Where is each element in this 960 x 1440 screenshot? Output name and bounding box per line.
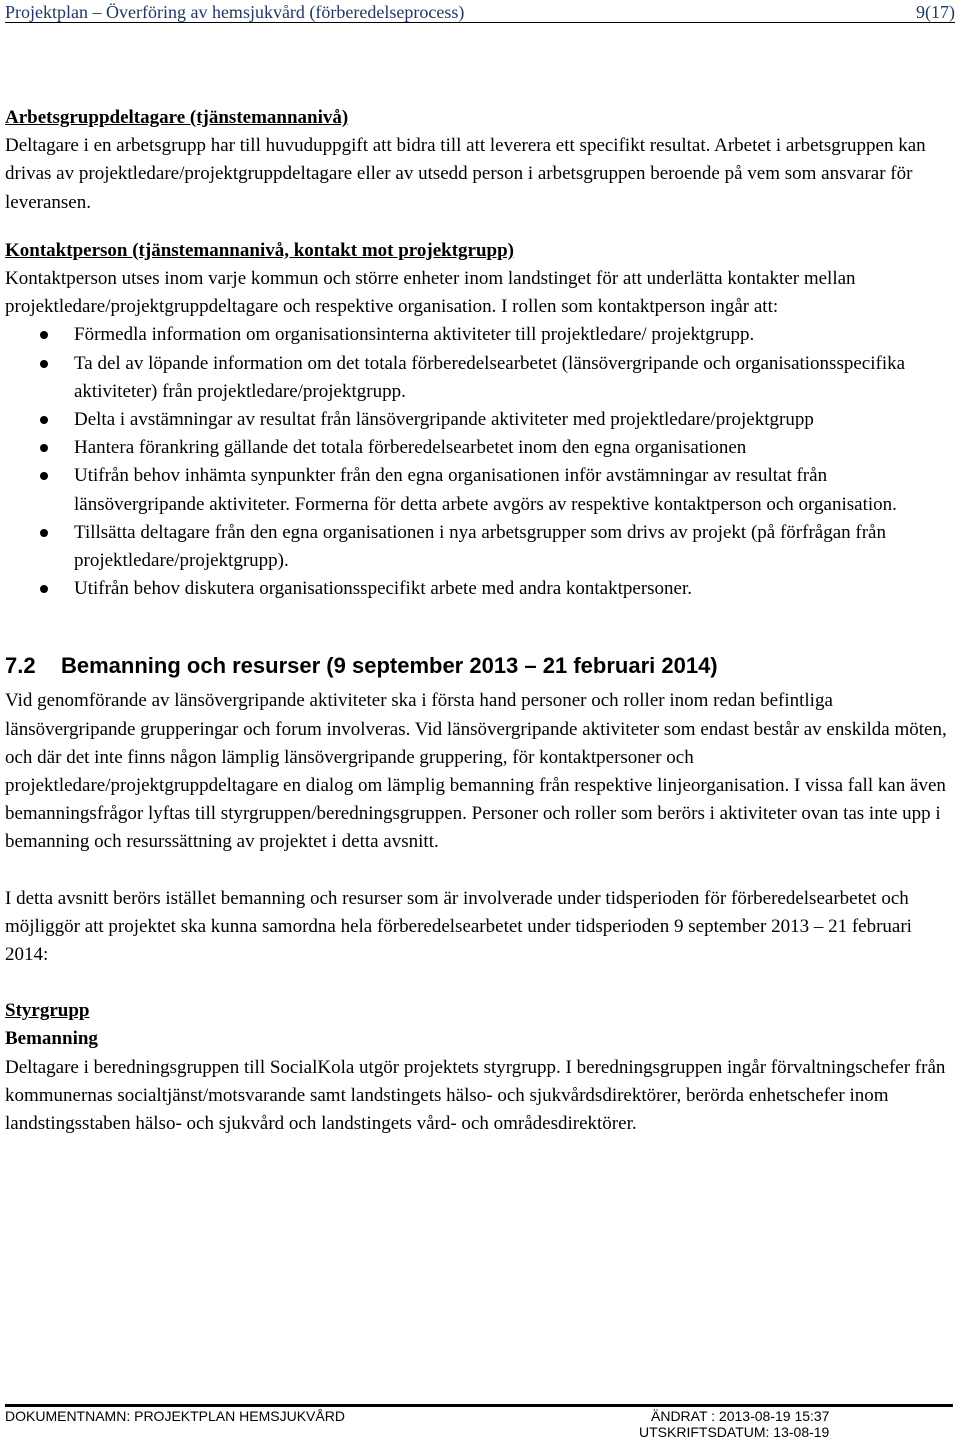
bullet-icon [40, 416, 48, 424]
bullet-icon [40, 360, 48, 368]
list-item [5, 321, 955, 349]
list-item-text: Tillsätta deltagare från den egna organisationen i nya arbetsgrupper som drivs av projekt (på förfrågan från projektledare/projektgrupp). [74, 521, 886, 572]
section-number: 7.2 [5, 653, 36, 679]
section-heading-7-2 [5, 651, 955, 681]
header-page-number: 9(17) [916, 2, 955, 22]
heading-styrgrupp: Styrgrupp [5, 1000, 90, 1022]
bullet-icon [40, 529, 48, 537]
list-item [5, 350, 955, 406]
list-item [5, 434, 955, 462]
bullet-icon [40, 472, 48, 480]
footer-changed-date: ÄNDRAT : 2013-08-19 15:37 [651, 1408, 830, 1424]
footer-print-date: UTSKRIFTSDATUM: 13-08-19 [639, 1424, 830, 1440]
bullet-icon [40, 585, 48, 593]
page-header [5, 2, 955, 23]
list-item-text: Delta i avstämningar av resultat från länsövergripande aktiviteter med projektledare/projektgrupp [74, 409, 814, 431]
list-item [5, 406, 955, 434]
section-title: Bemanning och resurser (9 september 2013 – 21 februari 2014) [61, 653, 718, 679]
subheading-bemanning: Bemanning [5, 1028, 98, 1050]
bullet-icon [40, 331, 48, 339]
footer-divider [5, 1404, 953, 1407]
list-item [5, 519, 955, 575]
list-item [5, 575, 955, 603]
page-content [5, 104, 955, 1138]
list-item-text: Utifrån behov inhämta synpunkter från den egna organisationen inför avstämningar av resultat från länsövergripande aktiviteter. Formerna för detta arbete avgörs av respektive kontaktperson och organisation. [74, 465, 897, 515]
list-item-text: Ta del av löpande information om det totala förberedelsearbetet (länsövergripande och organisationsspecifika aktiviteter) från projektledare/projektgrupp. [74, 352, 906, 402]
paragraph-arbetsgruppdeltagare: Deltagare i en arbetsgrupp har till huvuduppgift att bidra till att leverera ett specifikt resultat. Arbetet i arbetsgruppen kan drivas av projektledare/projektgruppdeltagare eller av utsedd person i arbetsgruppen beroende på vem som ansvarar för leveransen. [5, 135, 926, 213]
heading-kontaktperson: Kontaktperson (tjänstemannanivå, kontakt mot projektgrupp) [5, 239, 515, 261]
paragraph-bemanning-1: Vid genomförande av länsövergripande aktiviteter ska i första hand personer och roller inom redan befintliga länsövergripande grupperingar och forum involveras. Vid länsövergripande aktiviteter som endast består av enskilda möten, och där det inte finns någon lämplig länsövergripande gruppering, för kontaktpersoner och projektledare/projektgruppdeltagare en dialog om lämplig bemanning från respektive linjeorganisation. I vissa fall kan även bemanningsfrågor lyftas till styrgruppen/beredningsgruppen. Personer och roller som berörs i aktiviteter ovan tas inte upp i bemanning och resurssättning av projektet i detta avsnitt. [5, 690, 947, 853]
paragraph-styrgrupp: Deltagare i beredningsgruppen till SocialKola utgör projektets styrgrupp. I beredningsgruppen ingår förvaltningschefer från kommunernas socialtjänst/motsvarande samt landstingets hälso- och sjukvårdsdirektörer, berörda enhetschefer inom landstingsstaben hälso- och sjukvård och landstingets vård- och områdesdirektörer. [5, 1056, 946, 1135]
heading-arbetsgruppdeltagare: Arbetsgruppdeltagare (tjänstemannanivå) [5, 107, 349, 128]
list-item-text: Utifrån behov diskutera organisationsspecifikt arbete med andra kontaktpersoner. [74, 578, 693, 600]
bullet-icon [40, 444, 48, 452]
footer-document-name: DOKUMENTNAMN: PROJEKTPLAN HEMSJUKVÅRD [5, 1408, 345, 1424]
list-item-text: Hantera förankring gällande det totala förberedelsearbetet inom den egna organisationen [74, 437, 747, 459]
header-title: Projektplan – Överföring av hemsjukvård (förberedelseprocess) [5, 2, 465, 22]
list-item-text: Förmedla information om organisationsinterna aktiviteter till projektledare/ projektgrupp. [74, 324, 755, 346]
paragraph-kontaktperson: Kontaktperson utses inom varje kommun och större enheter inom landstinget för att underlätta kontakter mellan projektledare/projektgruppdeltagare och respektive organisation. I rollen som kontaktperson ingår att: [5, 268, 856, 318]
kontaktperson-task-list [5, 321, 955, 603]
paragraph-bemanning-2: I detta avsnitt berörs istället bemanning och resurser som är involverade under tidsperioden för förberedelsearbetet och möjliggör att projektet ska kunna samordna hela förberedelsearbetet under tidsperioden 9 september 2013 – 21 februari 2014: [5, 887, 912, 966]
list-item [5, 462, 955, 518]
